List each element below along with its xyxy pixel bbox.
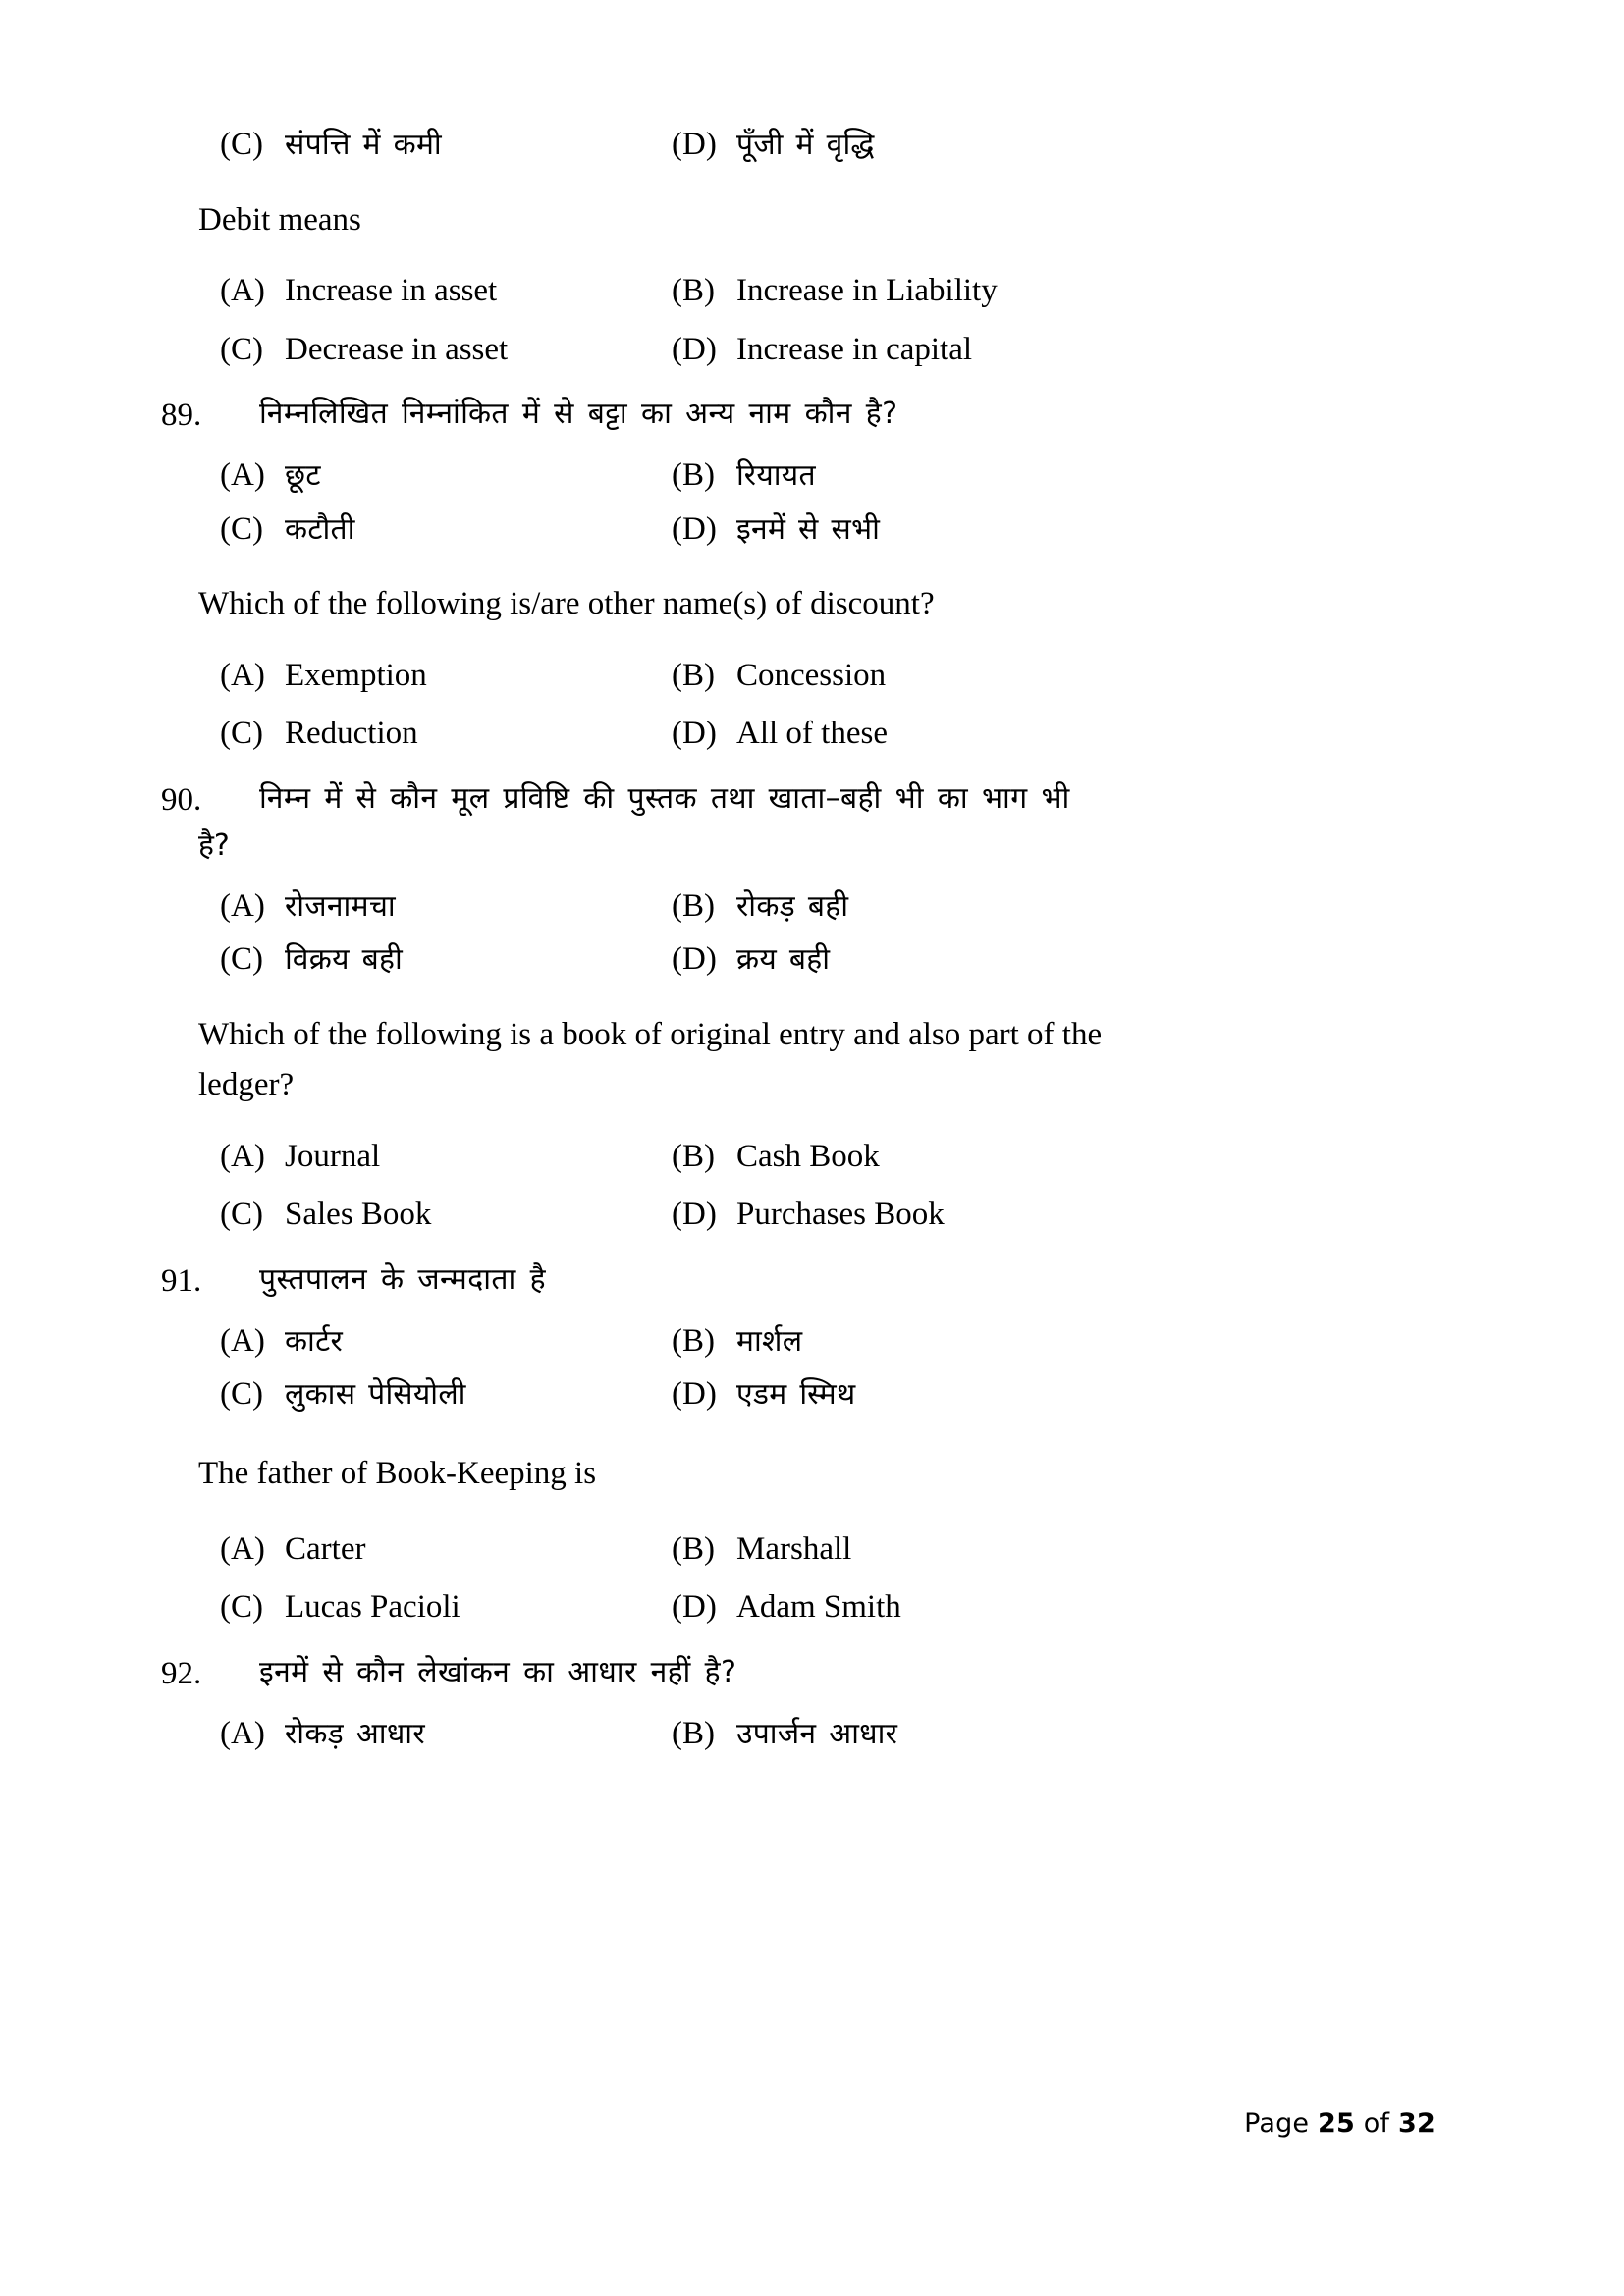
question-92 [161,1650,1367,1697]
option-key: (D) [672,510,717,547]
option-c-english [220,710,672,759]
option-key: (B) [672,657,715,693]
option-label: कार्टर [285,1323,344,1359]
option-label: Reduction [285,716,418,752]
option-label: Purchases Book [736,1197,945,1233]
english-option-row-cd [198,326,1367,375]
option-key: (A) [220,457,265,494]
option-c-english [220,1583,672,1632]
option-label: Exemption [285,657,427,693]
option-b-english [672,267,1367,316]
carryover-option-row [198,122,1367,170]
option-key: (C) [220,941,263,978]
option-b-hindi [672,453,1367,501]
option-label: इनमें से सभी [736,511,881,547]
footer-page-middle: of [1355,2109,1399,2139]
option-label: Increase in asset [285,273,498,309]
footer-page-prefix: Page [1244,2109,1319,2139]
option-c-hindi [220,1371,672,1419]
question-stem-hindi: निम्नलिखित निम्नांकित में से बट्टा का अन्य नाम कौन है? [259,397,898,432]
option-label: Carter [285,1530,366,1567]
option-label: रोजनामचा [285,888,396,924]
option-c-english [220,1191,672,1240]
option-label: विक्रय बही [285,942,404,978]
option-a-english [220,267,672,316]
option-b-hindi [672,1318,1367,1366]
option-label: क्रय बही [736,942,831,978]
option-a-english [220,652,672,701]
option-b-english [672,1525,1367,1575]
q91-english-option-row-cd [198,1583,1367,1632]
option-key: (D) [672,1589,717,1626]
option-a-english [220,1133,672,1182]
option-d-hindi [672,936,1367,985]
option-key: (C) [220,1376,263,1413]
option-c-hindi [220,936,672,985]
option-label: लुकास पेसियोली [285,1377,466,1413]
option-label: उपार्जन आधार [736,1716,898,1751]
option-d-english [672,326,1367,375]
option-label: रियायत [736,458,816,494]
question-number: 89. [161,398,202,434]
question-stem-hindi-line2: है? [198,828,230,864]
q89-stem-english: Which of the following is/are other name(s) of discount? [198,586,935,622]
option-key: (C) [220,331,263,367]
option-a-english [220,1525,672,1575]
option-key: (C) [220,127,263,162]
option-key: (B) [672,1138,715,1174]
question-90 [161,776,1367,824]
option-label: मार्शल [736,1323,803,1359]
option-key: (D) [672,1376,717,1413]
q92-hindi-option-row-ab [198,1711,1367,1759]
option-b-english [672,652,1367,701]
question-stem-hindi-line1: निम्न में से कौन मूल प्रविष्टि की पुस्तक तथा खाता–बही भी का भाग भी [259,780,1070,816]
question-stem-hindi: इनमें से कौन लेखांकन का आधार नहीं है? [259,1654,737,1689]
q89-hindi-option-row-ab [198,453,1367,501]
option-label: Lucas Pacioli [285,1589,460,1626]
question-number: 90. [161,781,202,818]
option-a-hindi [220,1711,672,1759]
option-key: (A) [220,657,265,693]
option-d-english [672,1191,1367,1240]
option-key: (D) [672,331,717,367]
q89-hindi-option-row-cd [198,507,1367,555]
q90-stem-english-line1: Which of the following is a book of original entry and also part of the [198,1016,1103,1052]
page-footer [1244,2109,1435,2139]
q90-english-option-row-cd [198,1191,1367,1240]
option-label: Marshall [736,1530,852,1567]
option-key: (A) [220,887,265,924]
footer-current-page: 25 [1318,2109,1356,2139]
question-stem-hindi: पुस्तपालन के जन्मदाता है [259,1261,546,1297]
option-key: (C) [220,510,263,547]
option-key: (C) [220,716,263,752]
option-label: Journal [285,1138,381,1174]
option-d-hindi [672,122,1367,170]
option-key: (D) [672,941,717,978]
option-key: (B) [672,1322,715,1359]
q91-english-option-row-ab [198,1525,1367,1575]
option-a-hindi [220,883,672,932]
option-c-english [220,326,672,375]
option-label: Adam Smith [736,1589,901,1626]
option-c-hindi [220,122,672,170]
option-label: एडम स्मिथ [736,1377,856,1413]
option-label: रोकड़ आधार [285,1716,425,1751]
option-label: संपत्ति में कमी [285,128,442,162]
option-key: (A) [220,1322,265,1359]
q90-stem-english-line2: ledger? [198,1067,295,1103]
option-d-english [672,1583,1367,1632]
question-89 [161,392,1367,439]
q91-stem-english: The father of Book-Keeping is [198,1456,597,1492]
option-a-hindi [220,453,672,501]
option-label: Cash Book [736,1138,880,1174]
option-label: Sales Book [285,1197,432,1233]
option-b-hindi [672,1711,1367,1759]
q89-english-option-row-cd [198,710,1367,759]
option-key: (A) [220,273,265,309]
option-key: (D) [672,716,717,752]
q90-hindi-option-row-cd [198,936,1367,985]
option-key: (B) [672,1530,715,1567]
option-a-hindi [220,1318,672,1366]
q90-hindi-option-row-ab [198,883,1367,932]
option-key: (B) [672,457,715,494]
option-b-hindi [672,883,1367,932]
option-d-english [672,710,1367,759]
option-label: Decrease in asset [285,331,509,367]
q91-hindi-option-row-cd [198,1371,1367,1419]
english-stem-debit-means: Debit means [198,201,361,238]
option-key: (C) [220,1197,263,1233]
option-label: All of these [736,716,888,752]
q90-english-option-row-ab [198,1133,1367,1182]
page-content [161,122,1367,1758]
option-key: (A) [220,1138,265,1174]
question-number: 92. [161,1655,202,1691]
q89-english-option-row-ab [198,652,1367,701]
option-key: (A) [220,1530,265,1567]
question-91 [161,1257,1367,1305]
option-key: (C) [220,1589,263,1626]
option-key: (D) [672,1197,717,1233]
option-key: (A) [220,1715,265,1751]
footer-total-pages: 32 [1398,2109,1435,2139]
option-label: छूट [285,458,321,494]
option-d-hindi [672,507,1367,555]
option-label: Increase in capital [736,331,973,367]
option-b-english [672,1133,1367,1182]
option-c-hindi [220,507,672,555]
option-label: Increase in Liability [736,273,998,309]
option-key: (B) [672,273,715,309]
option-key: (B) [672,887,715,924]
option-label: रोकड़ बही [736,888,849,924]
option-label: कटौती [285,511,355,547]
option-d-hindi [672,1371,1367,1419]
option-label: Concession [736,657,887,693]
q91-hindi-option-row-ab [198,1318,1367,1366]
option-key: (D) [672,127,717,162]
english-option-row-ab [198,267,1367,316]
question-number: 91. [161,1262,202,1299]
option-key: (B) [672,1715,715,1751]
option-label: पूँजी में वृद्धि [736,128,875,162]
